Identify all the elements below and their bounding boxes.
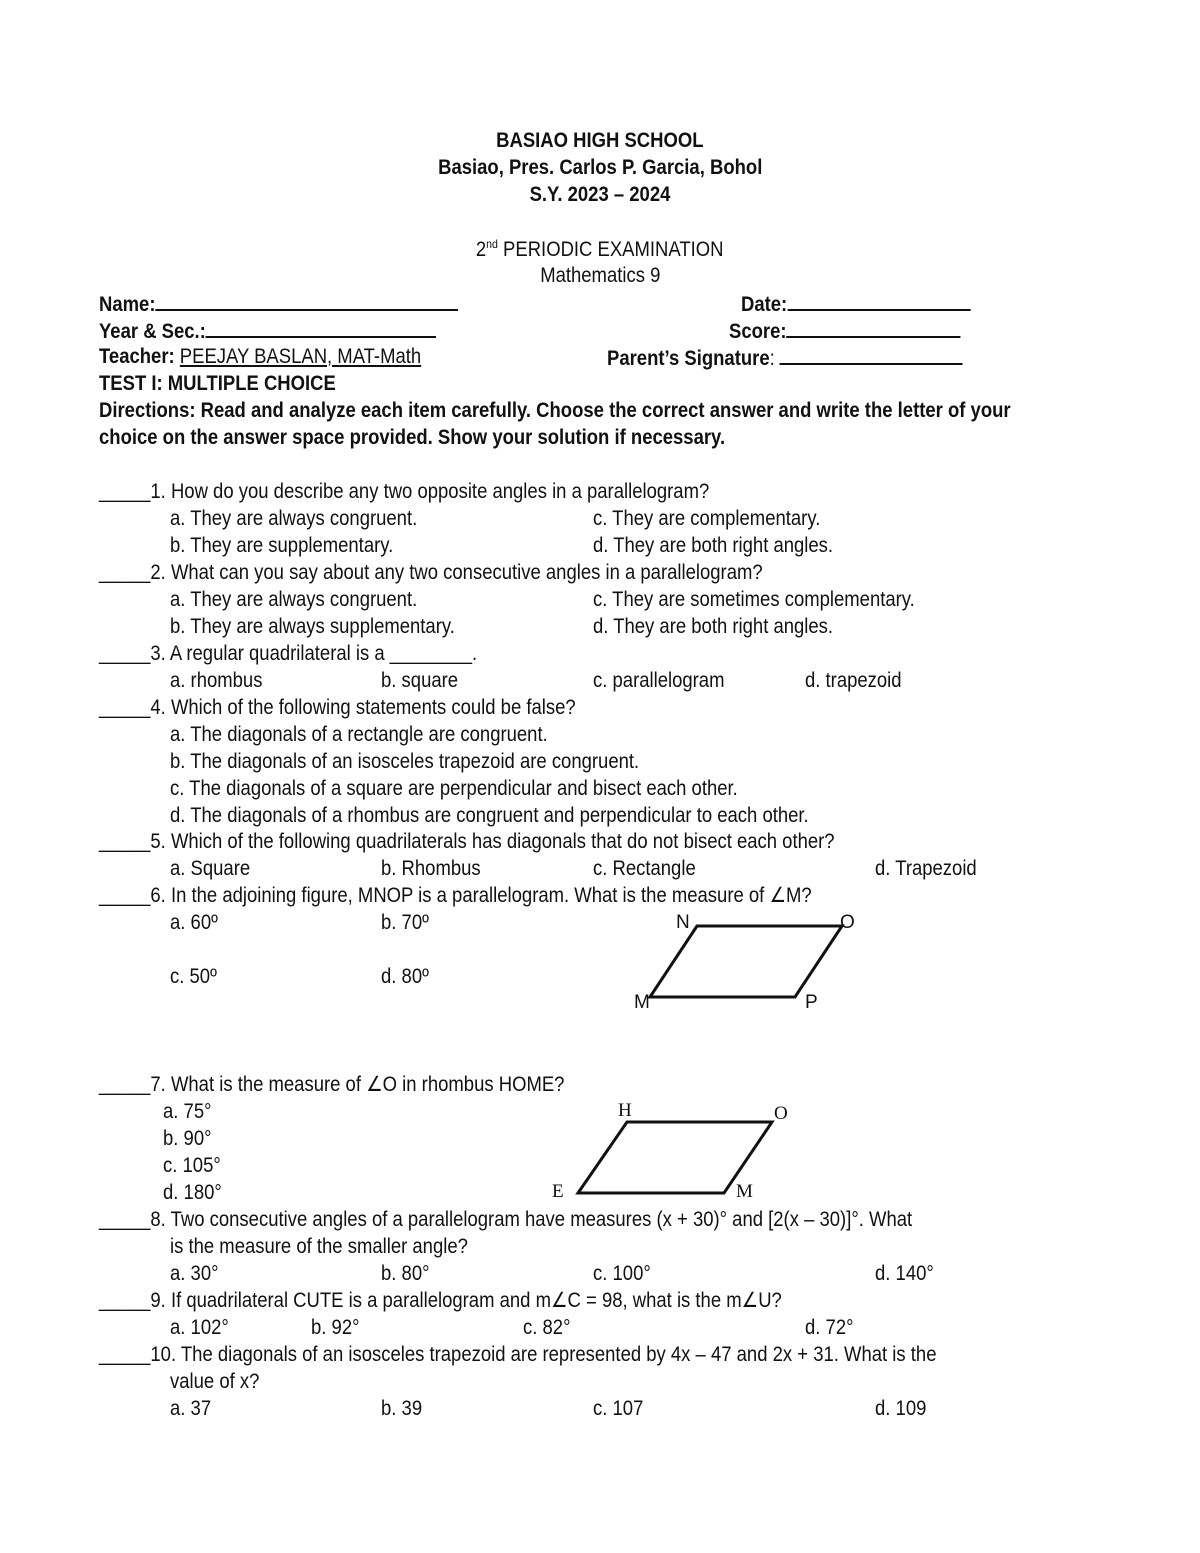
q1-option-a: a. They are always congruent. <box>170 507 418 530</box>
score-field: Score: <box>729 319 961 342</box>
question-1: _____1. How do you describe any two opposite angles in a parallelogram? <box>99 480 710 503</box>
question-7: _____7. What is the measure of ∠O in rhombus HOME? <box>99 1073 565 1096</box>
q5-option-d: d. Trapezoid <box>875 857 977 880</box>
q8-option-c: c. 100° <box>593 1262 651 1285</box>
question-2: _____2. What can you say about any two consecutive angles in a parallelogram? <box>99 561 763 584</box>
vertex-n-label: N <box>676 912 690 933</box>
answer-blank[interactable]: _____ <box>99 1208 151 1231</box>
answer-blank[interactable]: _____ <box>99 1289 151 1312</box>
q3-option-d: d. trapezoid <box>805 669 902 692</box>
question-3: _____3. A regular quadrilateral is a ________. <box>99 642 478 665</box>
q7-option-a: a. 75° <box>163 1100 212 1123</box>
q10-option-a: a. 37 <box>170 1397 212 1420</box>
name-blank[interactable] <box>155 292 458 311</box>
q10-option-b: b. 39 <box>381 1397 423 1420</box>
subject-title: Mathematics 9 <box>539 264 661 287</box>
question-6: _____6. In the adjoining figure, MNOP is a parallelogram. What is the measure of ∠M? <box>99 884 812 907</box>
vertex-m-label: M <box>736 1181 753 1202</box>
teacher-field: Teacher: PEEJAY BASLAN, MAT-Math <box>99 345 422 368</box>
question-10: _____10. The diagonals of an isosceles trapezoid are represented by 4x – 47 and 2x + 31. What is the <box>99 1343 937 1366</box>
date-blank[interactable] <box>787 292 970 311</box>
q3-option-a: a. rhombus <box>170 669 263 692</box>
q8-option-a: a. 30° <box>170 1262 219 1285</box>
q8-option-b: b. 80° <box>381 1262 430 1285</box>
q4-option-c: c. The diagonals of a square are perpendicular and bisect each other. <box>170 777 738 800</box>
directions-line-2: choice on the answer space provided. Show your solution if necessary. <box>99 426 726 449</box>
q3-option-c: c. parallelogram <box>593 669 725 692</box>
answer-blank[interactable]: _____ <box>99 1343 151 1366</box>
year-section-field: Year & Sec.: <box>99 319 436 342</box>
answer-blank[interactable]: _____ <box>99 642 151 665</box>
q1-option-b: b. They are supplementary. <box>170 534 394 557</box>
q2-option-b: b. They are always supplementary. <box>170 615 455 638</box>
q7-option-c: c. 105° <box>163 1154 221 1177</box>
vertex-o-label: O <box>840 912 855 933</box>
q6-option-c: c. 50º <box>170 965 217 988</box>
q10-option-c: c. 107 <box>593 1397 644 1420</box>
school-year: S.Y. 2023 – 2024 <box>529 183 671 206</box>
question-9: _____9. If quadrilateral CUTE is a parallelogram and m∠C = 98, what is the m∠U? <box>99 1289 782 1312</box>
q4-option-d: d. The diagonals of a rhombus are congruent and perpendicular to each other. <box>170 804 809 827</box>
q2-option-c: c. They are sometimes complementary. <box>593 588 915 611</box>
q8-option-d: d. 140° <box>875 1262 934 1285</box>
rhombus-home-figure <box>540 1095 800 1205</box>
q6-option-a: a. 60º <box>170 911 218 934</box>
school-address: Basiao, Pres. Carlos P. Garcia, Bohol <box>437 156 763 179</box>
q2-option-a: a. They are always congruent. <box>170 588 418 611</box>
answer-blank[interactable]: _____ <box>99 480 151 503</box>
vertex-p-label: P <box>805 992 818 1013</box>
question-10-continued: value of x? <box>170 1370 260 1393</box>
answer-blank[interactable]: _____ <box>99 830 151 853</box>
exam-title: 2nd PERIODIC EXAMINATION <box>476 237 724 261</box>
vertex-o-label: O <box>774 1103 788 1124</box>
answer-blank[interactable]: _____ <box>99 561 151 584</box>
answer-blank[interactable]: _____ <box>99 1073 151 1096</box>
question-4: _____4. Which of the following statements could be false? <box>99 696 576 719</box>
q7-option-b: b. 90° <box>163 1127 212 1150</box>
q2-option-d: d. They are both right angles. <box>593 615 834 638</box>
date-field: Date: <box>741 292 970 315</box>
q4-option-b: b. The diagonals of an isosceles trapezoid are congruent. <box>170 750 640 773</box>
vertex-e-label: E <box>552 1181 564 1202</box>
vertex-h-label: H <box>618 1100 632 1121</box>
q1-option-c: c. They are complementary. <box>593 507 821 530</box>
test-title: TEST I: MULTIPLE CHOICE <box>99 372 336 395</box>
question-8-continued: is the measure of the smaller angle? <box>170 1235 468 1258</box>
q5-option-a: a. Square <box>170 857 251 880</box>
year-section-blank[interactable] <box>206 319 437 338</box>
q9-option-b: b. 92° <box>311 1316 360 1339</box>
parallelogram-mnop <box>650 926 842 997</box>
answer-blank[interactable]: _____ <box>99 884 151 907</box>
parent-signature-blank[interactable] <box>780 346 963 365</box>
vertex-m-label: M <box>634 992 650 1013</box>
q9-option-d: d. 72° <box>805 1316 854 1339</box>
q3-option-b: b. square <box>381 669 459 692</box>
question-8: _____8. Two consecutive angles of a parallelogram have measures (x + 30)° and [2(x – 30)]°. What <box>99 1208 913 1231</box>
q9-option-a: a. 102° <box>170 1316 229 1339</box>
q9-option-c: c. 82° <box>523 1316 571 1339</box>
parent-signature-field: Parent’s Signature: <box>607 346 963 369</box>
name-field: Name: <box>99 292 458 315</box>
q4-option-a: a. The diagonals of a rectangle are congruent. <box>170 723 548 746</box>
q5-option-b: b. Rhombus <box>381 857 481 880</box>
question-5: _____5. Which of the following quadrilaterals has diagonals that do not bisect each other? <box>99 830 835 853</box>
answer-blank[interactable]: _____ <box>99 696 151 719</box>
q10-option-d: d. 109 <box>875 1397 927 1420</box>
q1-option-d: d. They are both right angles. <box>593 534 834 557</box>
q6-option-d: d. 80º <box>381 965 429 988</box>
q6-option-b: b. 70º <box>381 911 429 934</box>
q5-option-c: c. Rectangle <box>593 857 696 880</box>
directions-line-1: Directions: Read and analyze each item carefully. Choose the correct answer and write the letter of your <box>99 399 1011 422</box>
q7-option-d: d. 180° <box>163 1181 222 1204</box>
parallelogram-mnop-figure <box>620 905 880 1015</box>
school-name: BASIAO HIGH SCHOOL <box>496 129 704 152</box>
score-blank[interactable] <box>787 319 961 338</box>
